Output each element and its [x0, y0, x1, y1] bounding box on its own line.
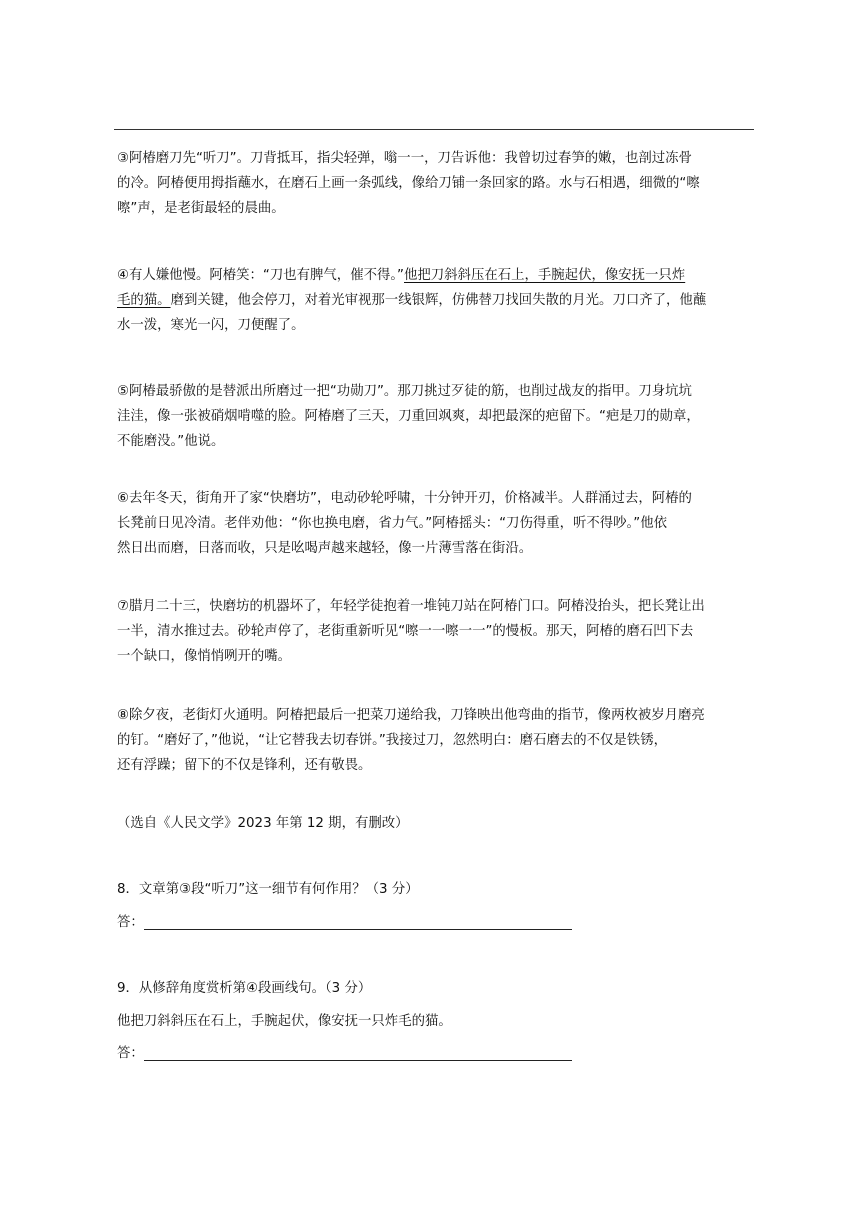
- paragraph-line: 水一泼，寒光一闪，刀便醒了。: [117, 318, 305, 333]
- paragraph-line: ⑥去年冬天，街角开了家“快磨坊”，电动砂轮呼啸，十分钟开刃，价格减半。人群涌过去，阿椿的: [117, 491, 692, 506]
- paragraph-5: [117, 379, 757, 454]
- question-9-prompt: 9．从修辞角度赏析第④段画线句。（3 分）: [117, 981, 372, 996]
- question-9-quote: 他把刀斜斜压在石上，手腕起伏，像安抚一只炸毛的猫。: [117, 1014, 452, 1029]
- paragraph-line: ⑤阿椿最骄傲的是替派出所磨过一把“功勋刀”。那刀挑过歹徒的筋，也削过战友的指甲。刀身坑坑: [117, 384, 692, 399]
- paragraph-line: 然日出而磨，日落而收，只是吆喝声越来越轻，像一片薄雪落在街沿。: [117, 541, 533, 556]
- underlined-sentence: 毛的猫。: [117, 293, 171, 308]
- paragraph-line: 洼洼，像一张被硝烟啃噬的脸。阿椿磨了三天，刀重回飒爽，却把最深的疤留下。“疤是刀的勋章，: [117, 409, 700, 424]
- paragraph-line: 长凳前日见冷清。老伴劝他：“你也换电磨，省力气。”阿椿摇头：“刀伤得重，听不得吵。”他依: [117, 516, 667, 531]
- paragraph-line: 的冷。阿椿便用拇指蘸水，在磨石上画一条弧线，像给刀铺一条回家的路。水与石相遇，细微的“嚓: [117, 176, 700, 191]
- answer-blank[interactable]: [144, 1059, 572, 1061]
- header-rule: [114, 129, 754, 130]
- paragraph-8: [117, 703, 757, 778]
- answer-label: 答：: [117, 1046, 144, 1061]
- question-8-answer: [117, 910, 572, 935]
- paragraph-line: 一个缺口，像悄悄咧开的嘴。: [117, 649, 292, 664]
- paragraph-3: [117, 146, 757, 221]
- paragraph-line: ⑦腊月二十三，快磨坊的机器坏了，年轻学徒抱着一堆钝刀站在阿椿门口。阿椿没抬头，把长凳让出: [117, 599, 705, 614]
- source-citation: （选自《人民文学》2023 年第 12 期，有删改）: [117, 816, 409, 831]
- paragraph-text: 磨到关键，他会停刀，对着光审视那一线银辉，仿佛替刀找回失散的月光。刀口齐了，他蘸: [170, 293, 707, 308]
- question-9-answer: [117, 1041, 572, 1066]
- paragraph-4: [117, 263, 757, 338]
- paragraph-line: 一半，清水推过去。砂轮声停了，老街重新听见“嚓一一嚓一一”的慢板。那天，阿椿的磨石凹下去: [117, 624, 694, 639]
- underlined-sentence: 他把刀斜斜压在石上，手腕起伏，像安抚一只炸: [404, 268, 686, 283]
- paragraph-line: 不能磨没。”他说。: [117, 434, 225, 449]
- paragraph-line: 嚓”声，是老街最轻的晨曲。: [117, 201, 285, 216]
- paragraph-line: ⑧除夕夜，老街灯火通明。阿椿把最后一把菜刀递给我，刀锋映出他弯曲的指节，像两枚被岁月磨亮: [117, 708, 705, 723]
- paragraph-line: 还有浮躁；留下的不仅是锋利，还有敬畏。: [117, 758, 372, 773]
- question-8-prompt: 8．文章第③段“听刀”这一细节有何作用？（3 分）: [117, 882, 419, 897]
- paragraph-6: [117, 486, 757, 561]
- answer-blank[interactable]: [144, 928, 572, 930]
- paragraph-line: [117, 263, 757, 288]
- paragraph-7: [117, 594, 757, 669]
- answer-label: 答：: [117, 915, 144, 930]
- paragraph-line: 的钉。“磨好了，”他说，“让它替我去切春饼。”我接过刀，忽然明白：磨石磨去的不仅是铁锈，: [117, 733, 667, 748]
- paragraph-line: ③阿椿磨刀先“听刀”。刀背抵耳，指尖轻弹，嗡一一，刀告诉他：我曾切过春笋的嫩，也剖过冻骨: [117, 151, 692, 166]
- paragraph-line: [117, 288, 757, 313]
- paragraph-text: ④有人嫌他慢。阿椿笑：“刀也有脾气，催不得。”: [117, 268, 404, 283]
